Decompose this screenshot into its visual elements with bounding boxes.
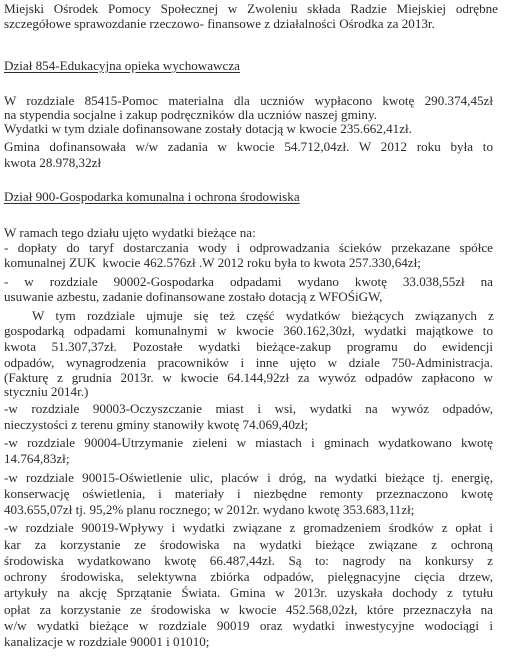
section-900-line: -w rozdziale 90003-Oczyszczanie miast i wsi, wydatki na wywóz odpadów, [4, 401, 493, 416]
section-900-line: środowiska wydatkowano kwotę 66.487,44zł. Są to: nagrody na konkursy z [4, 553, 493, 568]
intro-line-1: Miejski Ośrodek Pomocy Społecznej w Zwoleniu składa Radzie Miejskiej odrębne [4, 1, 498, 16]
section-900-line: 14.764,83zł; [4, 451, 70, 466]
section-854-line: kwota 28.978,32zł [4, 155, 102, 170]
section-900-line: w/w wydatki bieżące w rozdziale 90019 oraz wydatki inwestycyjne wodociągi i [4, 618, 493, 633]
section-900-line: - dopłaty do taryf dostarczania wody i odprowadzania ścieków przekazane spółce [4, 240, 493, 255]
section-900-line: ochrony środowiska, selektywna zbiórka odpadów, pielęgnacyjne cięcia drzew, [4, 569, 493, 584]
section-900-line: nieczystości z terenu gminy stanowiły kwotę 74.069,40zł; [4, 417, 309, 432]
section-900-line: opłat za korzystanie ze środowiska w kwocie 452.568,02zł, które przeznaczyła na [4, 602, 493, 617]
section-854-line: Wydatki w tym dziale dofinansowane zostały dotacją w kwocie 235.662,41zł. [4, 121, 412, 136]
section-900-line: kwota 51.307,37zł. Pozostałe wydatki bieżące-zakup programu do ewidencji [4, 339, 493, 354]
section-900-line: konserwację oświetlenia, i materiały i niezbędne remonty przeznaczono kwotę [4, 486, 493, 501]
section-900-line: artykuły na akcję Sprzątanie Świata. Gmina w 2013r. uzyskała dochody z tytułu [4, 585, 493, 600]
section-900-line: 403.655,07zł tj. 95,2% planu rocznego; w 2012r. wydano kwotę 353.683,11zł; [4, 502, 415, 517]
section-900-heading: Dział 900-Gospodarka komunalna i ochrona środowiska [4, 189, 300, 204]
section-900-line: - w rozdziale 90002-Gospodarka odpadami wydano kwotę 33.038,55zł na [4, 274, 493, 289]
section-854-heading: Dział 854-Edukacyjna opieka wychowawcza [4, 58, 240, 73]
section-900-line: (Fakturę z grudnia 2013r. w kwocie 64.144,92zł za wywóz odpadów zapłacono w [4, 370, 493, 385]
section-900-line: W ramach tego działu ujęto wydatki bieżące na: [4, 225, 256, 240]
section-900-line: -w rozdziale 90004-Utrzymanie zieleni w miastach i gminach wydatkowano kwotę [4, 435, 493, 450]
section-900-line: styczniu 2014r.) [4, 384, 89, 399]
intro-line-2: szczegółowe sprawozdanie rzeczowo- finansowe z działalności Ośrodka za 2013r. [4, 16, 435, 31]
section-900-line: kanalizacje w rozdziale 90001 i 01010; [4, 634, 210, 649]
section-900-line: -w rozdziale 90019-Wpływy i wydatki związane z gromadzeniem środków z opłat i [4, 520, 493, 535]
section-900-line: gospodarką odpadami komunalnymi w kwocie 360.162,30zł, wydatki majątkowe to [4, 323, 493, 338]
section-900-line: usuwanie azbestu, zadanie dofinansowane zostało dotacją z WFOŚiGW, [4, 289, 383, 304]
section-854-line: na stypendia socjalne i zakup podręczników dla uczniów naszej gminy. [4, 107, 377, 122]
section-854-line: W rozdziale 85415-Pomoc materialna dla uczniów wypłacono kwotę 290.374,45zł [4, 93, 493, 108]
section-900-line: kar za korzystanie ze środowiska na wydatki bieżące związane z ochroną [4, 537, 493, 552]
section-900-line: W tym rozdziale ujmuje się też część wydatków bieżących związanych z [32, 308, 494, 323]
section-900-line: odpadów, wynagrodzenia pracowników i inne ujęto w dziale 750-Administracja. [4, 355, 493, 370]
section-900-line: komunalnej ZUK kwocie 462.576zł .W 2012 roku była to kwota 257.330,64zł; [4, 255, 421, 270]
section-854-line: Gmina dofinansowała w/w zadania w kwocie 54.712,04zł. W 2012 roku była to [4, 139, 493, 154]
section-900-line: -w rozdziale 90015-Oświetlenie ulic, placów i dróg, na wydatki bieżące tj. energię, [4, 470, 493, 485]
